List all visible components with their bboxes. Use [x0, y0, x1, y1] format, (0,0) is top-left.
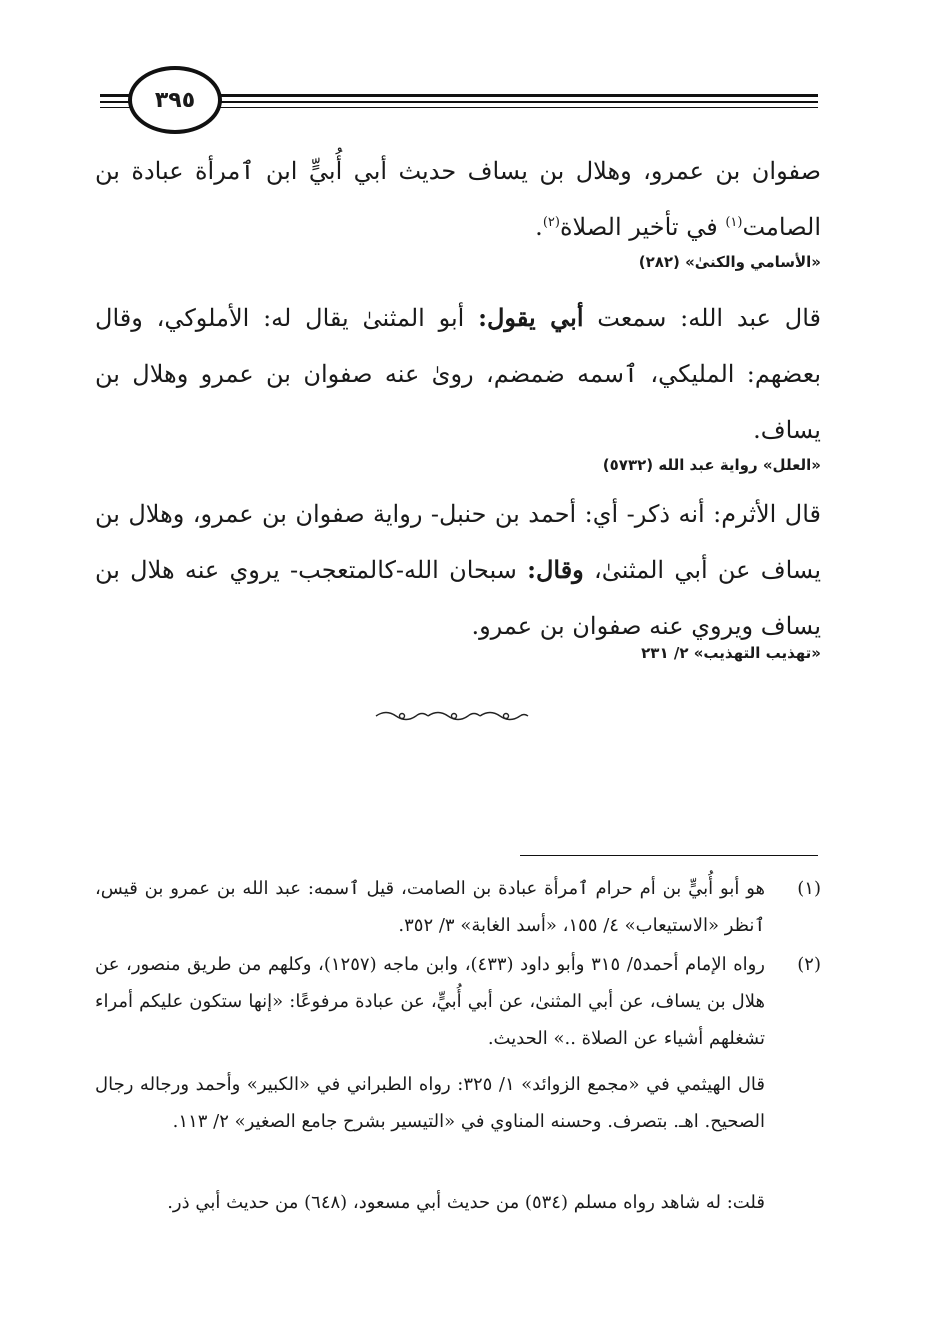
footnote-1-number: (١) [797, 878, 821, 899]
footnote-2-paragraph-2: قال الهيثمي في «مجمع الزوائد» ١/ ٣٢٥: رواه الطبراني في «الكبير» وأحمد ورجاله رجال الصحيح. اهـ. بتصرف. وحسنه المناوي في «التيسير بشرح جامع الصغير» ٢/ ١١٣. [95, 1074, 765, 1132]
footnote-1 [95, 870, 821, 944]
footnote-2-paragraph-3: قلت: له شاهد رواه مسلم (٥٣٤) من حديث أبي مسعود، (٦٤٨) من حديث أبي ذر. [167, 1192, 765, 1213]
paragraph-3-bold: وقال: [527, 555, 584, 584]
paragraph-2-bold: أبي يقول: [478, 303, 584, 332]
ornament-divider-icon [372, 708, 532, 724]
footnote-2 [95, 946, 821, 1057]
footnote-1-text: هو أبو أُبيٍّ بن أم حرام ٱمرأة عبادة بن الصامت، قيل ٱسمه: عبد الله بن عمرو بن قيس، ٱنظر «الاستيعاب» ٤/ ١٥٥، «أسد الغابة» ٣/ ٣٥٢. [95, 878, 765, 936]
footnote-separator [520, 855, 818, 856]
source-citation-3: «تهذيب التهذيب» ٢/ ٢٣١ [641, 644, 821, 662]
paragraph-1 [95, 143, 821, 255]
paragraph-3-lead: قال الأثرم: أنه ذكر- أي: أحمد بن حنبل- رواية صفوان بن عمرو، وهلال بن يساف عن أبي المثنىٰ، [95, 500, 822, 584]
source-citation-2: «العلل» رواية عبد الله (٥٧٣٢) [602, 456, 821, 474]
footnote-ref-2[interactable]: (٢) [542, 215, 560, 230]
paragraph-2-rest: أبو المثنىٰ يقال له: الأملوكي، وقال بعضهم: المليكي، ٱسمه ضمضم، روىٰ عنه صفوان بن عمرو وهلال بن يساف. [95, 304, 821, 444]
paragraph-1-middle: في تأخير الصلاة [559, 213, 726, 241]
paragraph-1-end: . [535, 213, 543, 241]
paragraph-2-lead: قال عبد الله: سمعت [583, 304, 821, 332]
paragraph-1-text: صفوان بن عمرو، وهلال بن يساف حديث أبي أُبيٍّ ابن ٱمرأة عبادة بن الصامت [95, 157, 821, 241]
page-number: ٣٩٥ [128, 66, 222, 134]
source-citation-1: «الأسامي والكنىٰ» (٢٨٢) [638, 253, 821, 271]
paragraph-3-rest: سبحان الله-كالمتعجب- يروي عنه هلال بن يساف ويروي عنه صفوان بن عمرو. [95, 556, 821, 640]
paragraph-2 [95, 290, 821, 458]
paragraph-3 [95, 486, 821, 654]
footnote-2-number: (٢) [797, 954, 821, 975]
footnote-2-text: رواه الإمام أحمد٥/ ٣١٥ وأبو داود (٤٣٣)، وابن ماجه (١٢٥٧)، وكلهم من طريق منصور، عن هلال بن يساف، عن أبي المثنىٰ، عن أبي أُبيٍّ، عن عبادة مرفوعًا: «إنها ستكون عليكم أمراء تشغلهم أشياء عن الصلاة ..» الحديث. [95, 954, 766, 1049]
footnote-ref-1[interactable]: (١) [725, 215, 743, 230]
